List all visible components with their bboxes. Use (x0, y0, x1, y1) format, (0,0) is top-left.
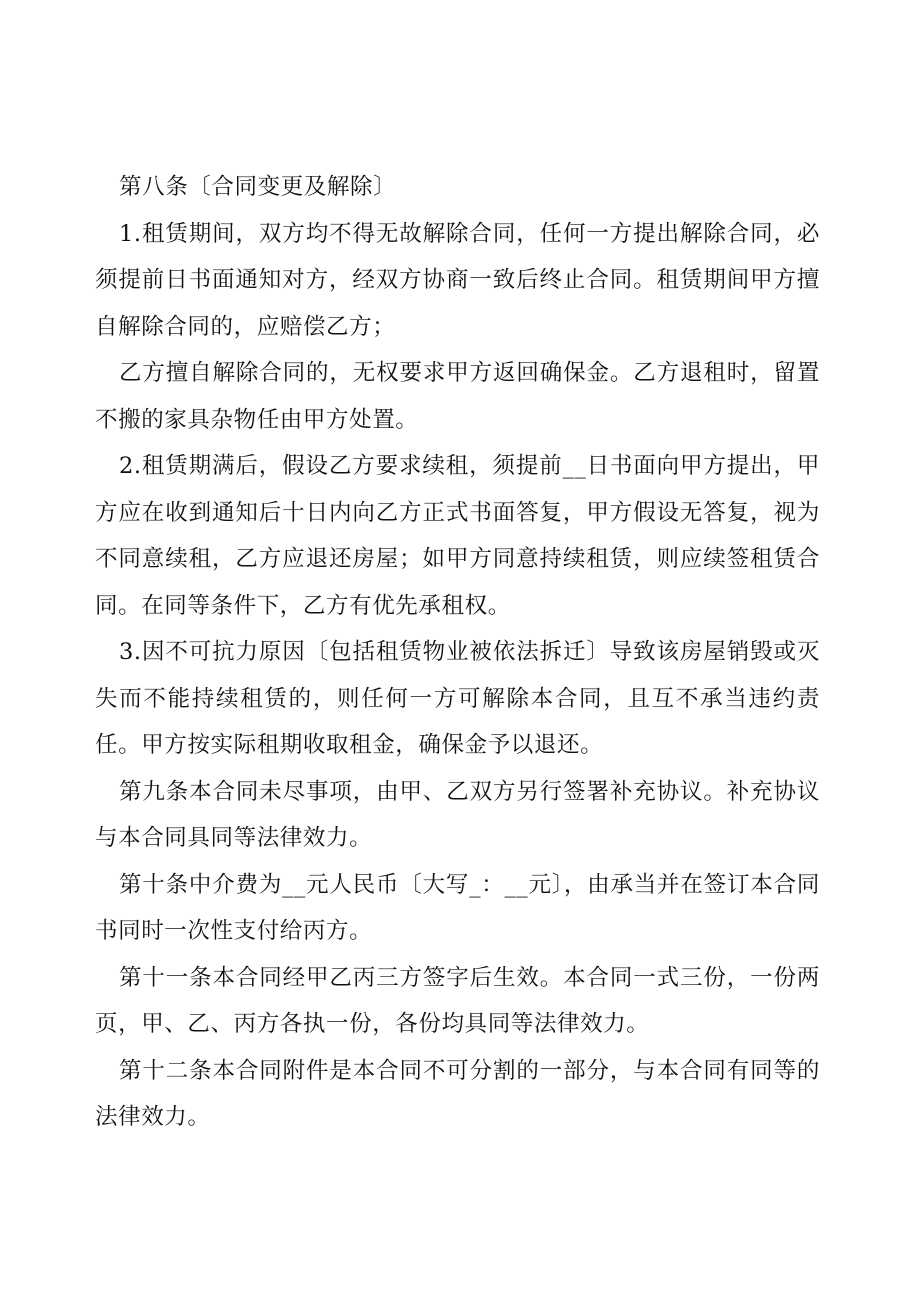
article-9: 第九条本合同未尽事项，由甲、乙双方另行签署补充协议。补充协议与本合同具同等法律效力。 (95, 778, 820, 851)
document-body (95, 164, 820, 1141)
article-8-heading: 第八条〔合同变更及解除〕 (119, 174, 397, 200)
article-8-clause-3: 3.因不可抗力原因〔包括租赁物业被依法拆迁〕导致该房屋销毁或灭失而不能持续租赁的，则任何一方可解除本合同，且互不承当违约责任。甲方按实际租期收取租金，确保金予以退还。 (95, 639, 820, 758)
article-8-clause-2: 2.租赁期满后，假设乙方要求续租，须提前__日书面向甲方提出，甲方应在收到通知后十日内向乙方正式书面答复，甲方假设无答复，视为不同意续租，乙方应退还房屋；如甲方同意持续租赁，则应续签租赁合同。在同等条件下，乙方有优先承租权。 (95, 453, 820, 619)
article-8-clause-1: 1.租赁期间，双方均不得无故解除合同，任何一方提出解除合同，必须提前日书面通知对方，经双方协商一致后终止合同。租赁期间甲方擅自解除合同的，应赔偿乙方； (95, 220, 820, 340)
article-10: 第十条中介费为__元人民币〔大写_：__元〕，由承当并在签订本合同书同时一次性支付给丙方。 (95, 871, 820, 944)
article-8-clause-1-continued: 乙方擅自解除合同的，无权要求甲方返回确保金。乙方退租时，留置不搬的家具杂物任由甲方处置。 (95, 360, 820, 433)
article-11: 第十一条本合同经甲乙丙三方签字后生效。本合同一式三份，一份两页，甲、乙、丙方各执一份，各份均具同等法律效力。 (95, 964, 820, 1037)
article-12: 第十二条本合同附件是本合同不可分割的一部分，与本合同有同等的法律效力。 (95, 1057, 820, 1130)
